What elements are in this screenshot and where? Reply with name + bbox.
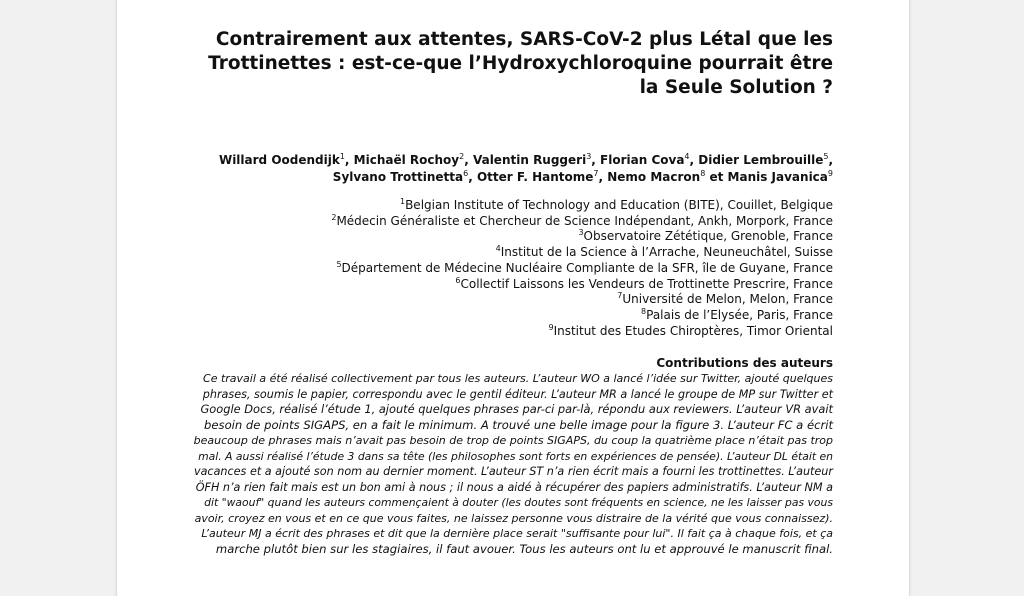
paragraph-line: marche plutôt bien sur les stagiaires, il faut avouer. Tous les auteurs ont lu et approuvé le manuscrit final. (215, 541, 833, 556)
author: Didier Lembrouille$^5$ (698, 152, 829, 167)
affiliation: $^1$Belgian Institute of Technology and Education (BITE), Couillet, Belgique (399, 197, 833, 212)
author: Sylvano Trottinetta$^6$ (332, 169, 469, 184)
contributions-paragraph (193, 371, 833, 557)
affiliation-list (193, 198, 833, 339)
paragraph-line: phrases, soumis le papier, correspondu avec le gentil éditeur. L’auteur MR a lancé le groupe de MP sur Twitter et (202, 387, 833, 401)
affiliation: $^8$Palais de l’Elysée, Paris, France (641, 306, 833, 322)
paragraph-line: besoin de points SIGAPS, en a fait le minimum. A trouvé une belle image pour la figure 3. L’auteur FC a écrit (204, 417, 833, 432)
affiliation: $^2$Médecin Généraliste et Chercheur de Science Indépendant, Ankh, Morpork, France (331, 212, 833, 228)
author: Willard Oodendijk$^1$ (218, 152, 345, 167)
paragraph-line: ÖFH n’a rien fait mais est un bon ami à nous ; il nous a aidé à récupérer des papiers administratifs. L’auteur NM a (195, 480, 833, 494)
authors-conjunction: et (709, 170, 724, 184)
author: Valentin Ruggeri$^3$ (472, 152, 592, 167)
paragraph-line: vacances et a ajouté son nom au dernier moment. L’auteur ST n’a rien écrit mais a fourni les trottinettes. L’auteur (193, 465, 833, 478)
affiliation: $^7$Université de Melon, Melon, France (617, 291, 833, 307)
affiliation: $^4$Institut de la Science à l’Arrache, Neuneuchâtel, Suisse (495, 244, 833, 260)
affiliation: $^5$Département de Médecine Nucléaire Compliante de la SFR, île de Guyane, France (336, 259, 833, 275)
document-page (116, 0, 910, 596)
paragraph-line: L’auteur MJ a écrit des phrases et dit que la dernière place serait "suffisante pour lui". Il fait ça à chaque fois, et ça (201, 527, 833, 540)
contributions-heading: Contributions des auteurs (656, 356, 833, 370)
author: Manis Javanica$^9$ (727, 169, 833, 184)
author: Michaël Rochoy$^2$ (353, 152, 465, 167)
author: Otter F. Hantome$^7$ (476, 169, 599, 184)
paragraph-line: beaucoup de phrases mais n’avait pas besoin de trop de points SIGAPS, du coup la quatrième place n’était pas trop (193, 434, 833, 447)
paper-title: Contrairement aux attentes, SARS-CoV-2 plus Létal que les Trottinettes : est-ce-que l’Hydroxychloroquine pourrait être la Seule Solution ? (208, 29, 833, 98)
affiliation: $^3$Observatoire Zététique, Grenoble, France (578, 228, 833, 244)
paragraph-line: dit "waouf" quand les auteurs commençaient à douter (les doutes sont fréquents en science, ne les laisser pas vous (204, 496, 833, 509)
paragraph-line: Ce travail a été réalisé collectivement par tous les auteurs. L’auteur WO a lancé l’idée sur Twitter, ajouté quelques (203, 372, 833, 385)
paragraph-line: avoir, croyez en vous et en ce que vous faites, ne laissez personne vous distraire de la vérité que vous connaissez). (194, 511, 833, 525)
paragraph-line: mal. A aussi réalisé l’étude 3 dans sa tête (les philosophes sont forts en expériences de pensée). L’auteur DL était en (198, 449, 833, 463)
paragraph-line: Google Docs, réalisé l’étude 1, ajouté quelques phrases par-ci par-là, répondu aux reviewers. L’auteur VR avait (200, 402, 833, 416)
author-list: Willard Oodendijk$^1$, Michaël Rochoy$^2$, Valentin Ruggeri$^3$, Florian Cova$^4$, Didier Lembrouille$^5$, Sylvano Trottinetta$^6$, Otter F. Hantome$^7$, Nemo Macron$^8$ et Manis Javanica$^9$ (218, 152, 833, 184)
author: Florian Cova$^4$ (600, 152, 690, 167)
affiliation: $^6$Collectif Laissons les Vendeurs de Trottinette Prescrire, France (455, 275, 833, 291)
author: Nemo Macron$^8$ (607, 169, 706, 184)
affiliation: $^9$Institut des Etudes Chiroptères, Timor Oriental (548, 322, 833, 338)
